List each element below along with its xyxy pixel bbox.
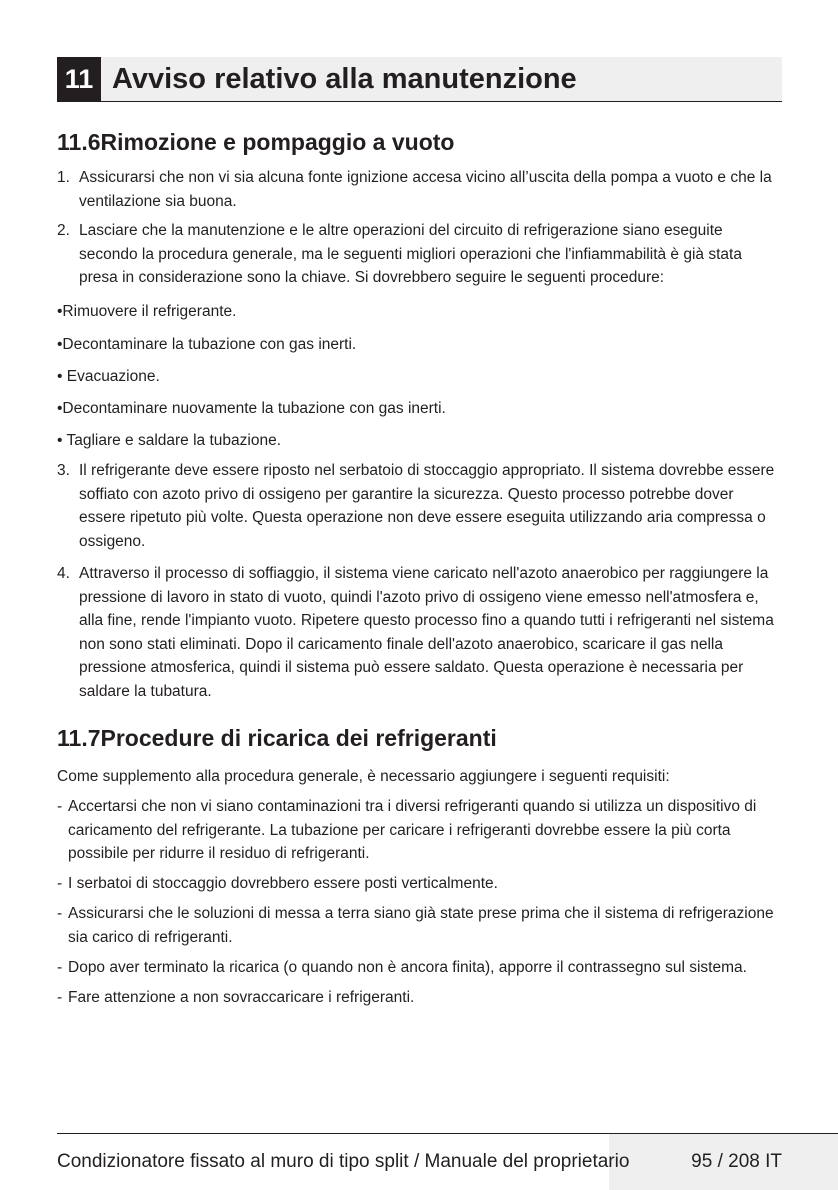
- list-number: 3.: [57, 462, 70, 479]
- list-item-text: Il refrigerante deve essere riposto nel serbatoio di stoccaggio appropriato. Il sistema dovrebbe essere soffiato con azoto privo di ossigeno per garantire la sicurezza. Questo processo potrebbe dover essere ripetuto più volte. Questa operazione non deve essere eseguita utilizzando aria compressa o ossigeno.: [79, 462, 775, 550]
- list-item-text: I serbatoi di stoccaggio dovrebbero essere posti verticalmente.: [68, 875, 498, 892]
- list-item: [57, 902, 782, 949]
- list-number: 1.: [57, 169, 70, 186]
- list-dash: -: [57, 959, 63, 976]
- chapter-number: 11: [57, 57, 101, 101]
- list-item: [57, 872, 782, 896]
- bullet-item: • Tagliare e saldare la tubazione.: [57, 432, 282, 449]
- page-number: 95 / 208 IT: [691, 1151, 782, 1172]
- list-number: 4.: [57, 565, 70, 582]
- section-intro: Come supplemento alla procedura generale, è necessario aggiungere i seguenti requisiti:: [57, 768, 670, 785]
- list-item: [57, 986, 782, 1010]
- list-dash: -: [57, 989, 63, 1006]
- chapter-title: Avviso relativo alla manutenzione: [112, 63, 577, 95]
- section-title-11-7: 11.7Procedure di ricarica dei refrigeranti: [57, 725, 497, 751]
- bullet-item: •Rimuovere il refrigerante.: [57, 303, 237, 320]
- list-item-text: Assicurarsi che non vi sia alcuna fonte ignizione accesa vicino all’uscita della pompa a vuoto e che la ventilazione sia buona.: [79, 169, 772, 210]
- footer-title: Condizionatore fissato al muro di tipo split / Manuale del proprietario: [57, 1151, 630, 1172]
- section-title-11-6: 11.6Rimozione e pompaggio a vuoto: [57, 129, 455, 155]
- list-item-text: Accertarsi che non vi siano contaminazioni tra i diversi refrigeranti quando si utilizza un dispositivo di caricamento del refrigerante. La tubazione per caricare i refrigeranti dovrebbe essere la più corta possibile per ridurre il residuo di refrigeranti.: [68, 798, 757, 862]
- list-item-text: Assicurarsi che le soluzioni di messa a terra siano già state prese prima che il sistema di refrigerazione sia carico di refrigeranti.: [68, 905, 774, 946]
- list-item: [57, 795, 782, 866]
- list-item: [57, 956, 782, 980]
- list-item: [57, 459, 782, 553]
- list-item: [57, 166, 782, 213]
- list-dash: -: [57, 798, 63, 815]
- list-item: [57, 562, 782, 703]
- list-item-text: Fare attenzione a non sovraccaricare i refrigeranti.: [68, 989, 415, 1006]
- list-item-text: Attraverso il processo di soffiaggio, il sistema viene caricato nell'azoto anaerobico per raggiungere la pressione di lavoro in stato di vuoto, quindi l'azoto privo di ossigeno viene emesso nell'atmosfera e, alla fine, rende l'impianto vuoto. Ripetere questo processo fino a quando tutti i refrigeranti nel sistema non sono stati eliminati. Dopo il caricamento finale dell'azoto anaerobico, scaricare il gas nella pressione atmosferica, quindi il sistema può essere saldato. Questa operazione è necessaria per saldare la tubatura.: [79, 565, 774, 700]
- chapter-header: [57, 57, 782, 102]
- list-dash: -: [57, 905, 63, 922]
- list-dash: -: [57, 875, 63, 892]
- list-item-text: Dopo aver terminato la ricarica (o quando non è ancora finita), apporre il contrassegno sul sistema.: [68, 959, 747, 976]
- list-item: [57, 219, 782, 290]
- list-item-text: Lasciare che la manutenzione e le altre operazioni del circuito di refrigerazione siano eseguite secondo la procedura generale, ma le seguenti migliori operazioni che l'infiammabilità è già stata presa in considerazione sono la chiave. Si dovrebbero seguire le seguenti procedure:: [79, 222, 742, 286]
- bullet-item: • Evacuazione.: [57, 368, 160, 385]
- bullet-item: •Decontaminare nuovamente la tubazione con gas inerti.: [57, 400, 446, 417]
- list-number: 2.: [57, 222, 70, 239]
- bullet-item: •Decontaminare la tubazione con gas inerti.: [57, 336, 357, 353]
